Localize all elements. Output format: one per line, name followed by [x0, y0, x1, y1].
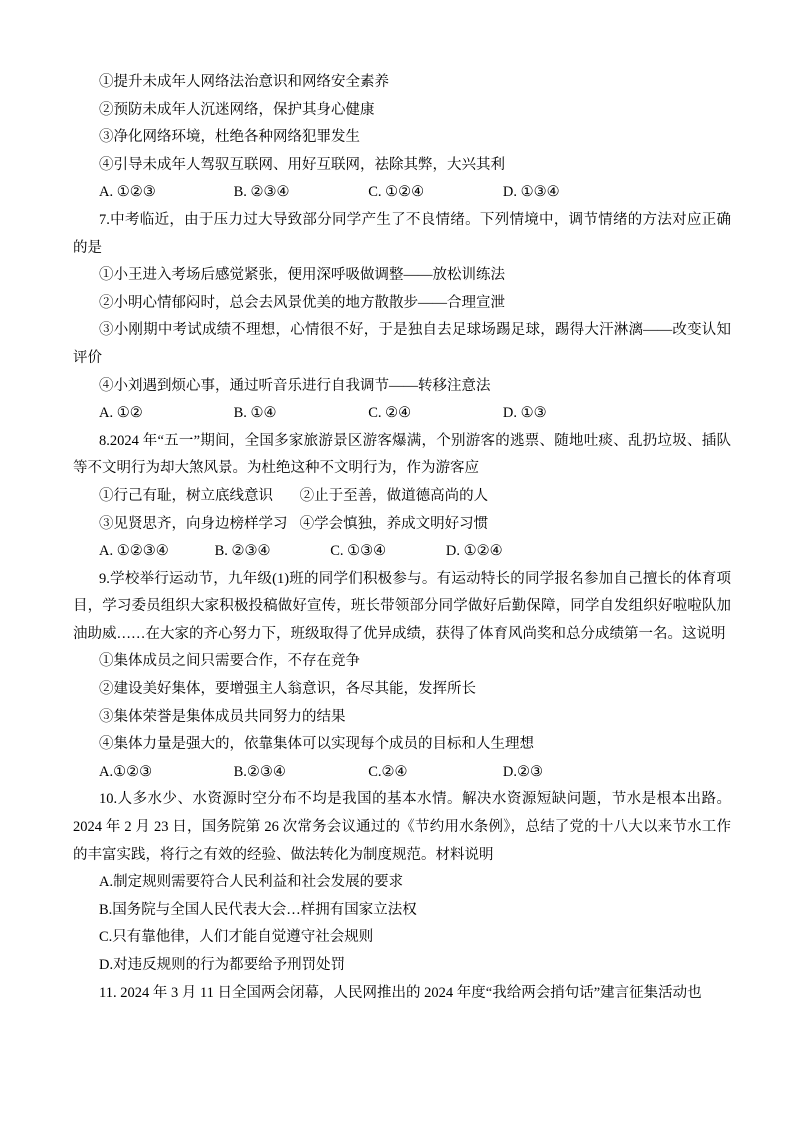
q7-choice-d: D. ①③: [502, 405, 547, 422]
q10-option-c: C.只有靠他律，人们才能自觉遵守社会规则: [99, 929, 374, 946]
q7-choice-c: C. ②④: [368, 405, 412, 422]
q8-choices-row: [73, 538, 731, 566]
q9-choice-a: A.①②③: [99, 763, 153, 780]
q8-item-2: ②止于至善，做道德高尚的人: [299, 487, 489, 504]
q10-option-d: D.对违反规则的行为都要给予刑罚处罚: [99, 957, 346, 973]
q9-item-3: ③集体荣誉是集体成员共同努力的结果: [99, 708, 346, 725]
q6-item-2: ②预防未成年人沉迷网络，保护其身心健康: [99, 101, 375, 118]
q7-item-4: ④小刘遇到烦心事，通过听音乐进行自我调节——转移注意法: [99, 377, 491, 394]
q7-item-1: ①小王进入考场后感觉紧张，便用深呼吸做调整——放松训练法: [99, 267, 505, 284]
q7-item-3: ③小刚期中考试成绩不理想，心情很不好，于是独自去足球场踢足球，踢得大汗淋漓——改变认知评价: [73, 322, 731, 366]
q8-choice-b: B. ②③④: [214, 543, 271, 560]
q10-option-b: B.国务院与全国人民代表大会…样拥有国家立法权: [99, 901, 417, 918]
q10-stem: 10.人多水少、水资源时空分布不均是我国的基本水情。解决水资源短缺问题，节水是根本出路。2024 年 2 月 23 日，国务院第 26 次常务会议通过的《节约用水条例》，总结了党的十八大以来节水工作的丰富实践，将行之有效的经验、做法转化为制度规范。材料说明: [73, 791, 731, 863]
q9-item-4: ④集体力量是强大的，依靠集体可以实现每个成员的目标和人生理想: [99, 736, 534, 753]
q8-stem: 8.2024 年“五一”期间，全国多家旅游景区游客爆满，个别游客的逃票、随地吐痰、乱扔垃圾、插队等不文明行为却大煞风景。为杜绝这种不文明行为，作为游客应: [73, 432, 731, 477]
q8-choice-c: C. ①③④: [330, 543, 387, 560]
q7-choices-row: [73, 400, 731, 428]
q7-choice-a: A. ①②: [99, 405, 143, 422]
q6-choice-c: C. ①②④: [368, 184, 425, 201]
q8-items-row-1: [73, 483, 731, 511]
q8-item-3: ③见贤思齐，向身边榜样学习: [99, 515, 288, 532]
q6-item-3: ③净化网络环境，杜绝各种网络犯罪发生: [99, 129, 360, 146]
q6-choice-a: A. ①②③: [99, 184, 156, 201]
q8-choice-a: A. ①②③④: [99, 543, 169, 560]
q9-choice-d: D.②③: [502, 763, 543, 780]
q8-choice-d: D. ①②④: [445, 543, 503, 560]
q8-items-row-2: [73, 511, 731, 539]
q8-item-1: ①行己有耻，树立底线意识: [99, 487, 273, 504]
q9-stem: 9.学校举行运动节，九年级(1)班的同学们积极参与。有运动特长的同学报名参加自己擅长的体育项目，学习委员组织大家积极投稿做好宣传，班长带领部分同学做好后勤保障，同学自发组织好啦啦队加油助威……在大家的齐心努力下，班级取得了优异成绩，获得了体育风尚奖和总分成绩第一名。这说明: [73, 570, 731, 642]
q9-choice-c: C.②④: [368, 763, 408, 780]
q7-choice-b: B. ①④: [233, 405, 277, 422]
q10-option-a: A.制定规则需要符合人民利益和社会发展的要求: [99, 874, 404, 891]
q6-item-4: ④引导未成年人驾驭互联网、用好互联网，祛除其弊，大兴其利: [99, 156, 505, 173]
q8-item-4: ④学会慎独，养成文明好习惯: [299, 515, 489, 532]
q6-choices-row: [73, 179, 731, 207]
q7-item-2: ②小明心情郁闷时，总会去风景优美的地方散散步——合理宣泄: [99, 294, 505, 311]
q6-item-1: ①提升未成年人网络法治意识和网络安全素养: [99, 74, 389, 90]
q9-item-1: ①集体成员之间只需要合作，不存在竞争: [99, 653, 360, 670]
q6-choice-b: B. ②③④: [233, 184, 290, 201]
q9-choices-row: [73, 759, 731, 787]
q9-choice-b: B.②③④: [233, 763, 286, 780]
q11-stem: 11. 2024 年 3 月 11 日全国两会闭幕，人民网推出的 2024 年度“我给两会捎句话”建言征集活动也: [99, 984, 702, 1001]
q7-stem: 7.中考临近，由于压力过大导致部分同学产生了不良情绪。下列情境中，调节情绪的方法对应正确的是: [73, 211, 731, 256]
q9-item-2: ②建设美好集体，要增强主人翁意识，各尽其能，发挥所长: [99, 681, 476, 698]
q6-choice-d: D. ①③④: [502, 184, 560, 201]
